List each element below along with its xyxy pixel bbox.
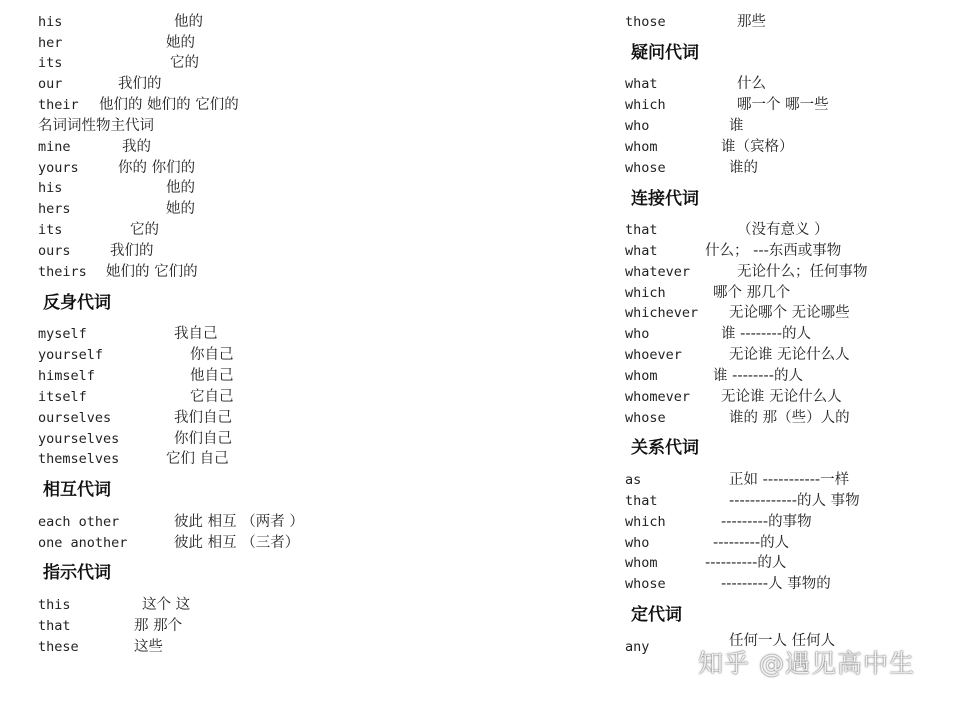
chinese-meaning: 我的 — [122, 139, 151, 155]
chinese-meaning: 谁的 — [729, 160, 758, 176]
chinese-meaning: 无论什么；任何事物 — [737, 264, 868, 280]
chinese-meaning: 无论哪个 无论哪些 — [729, 305, 850, 321]
english-word: whose — [625, 410, 666, 426]
chinese-meaning: 她的 — [166, 35, 195, 51]
chinese-meaning: 那 那个 — [134, 618, 183, 634]
english-word: any — [625, 639, 650, 655]
chinese-meaning: 任何一人 任何人 — [729, 633, 836, 649]
chinese-meaning: 它自己 — [190, 389, 234, 405]
section-heading-relative: 关系代词 — [631, 438, 699, 458]
english-word: yours — [38, 160, 79, 176]
section-heading-indefinite: 定代词 — [631, 605, 682, 625]
chinese-meaning: ---------人 事物的 — [721, 576, 831, 592]
chinese-meaning: ---------的事物 — [721, 514, 812, 530]
chinese-meaning: 它们 自己 — [166, 451, 229, 467]
english-word: that — [38, 618, 71, 634]
chinese-meaning: 彼此 相互 （三者） — [174, 535, 300, 551]
english-word: his — [38, 14, 63, 30]
chinese-meaning: 我们的 — [118, 76, 162, 92]
chinese-meaning: 这些 — [134, 639, 163, 655]
chinese-meaning: 谁的 那（些）人的 — [729, 410, 850, 426]
english-word: their — [38, 97, 79, 113]
english-word: themselves — [38, 451, 120, 467]
english-word: that — [625, 222, 658, 238]
english-word: who — [625, 118, 650, 134]
english-word: yourselves — [38, 431, 120, 447]
chinese-meaning: 你们自己 — [174, 431, 232, 447]
chinese-meaning: -------------的人 事物 — [729, 493, 860, 509]
chinese-meaning: 我自己 — [174, 326, 218, 342]
english-word: this — [38, 597, 71, 613]
chinese-meaning: 这个 这 — [142, 597, 191, 613]
section-heading-demonstrative: 指示代词 — [43, 563, 111, 583]
english-word: what — [625, 76, 658, 92]
english-word: whichever — [625, 305, 699, 321]
chinese-meaning: 谁 — [729, 118, 744, 134]
english-word: whom — [625, 555, 658, 571]
chinese-meaning: 彼此 相互 （两者 ） — [174, 514, 304, 530]
english-word: which — [625, 285, 666, 301]
chinese-meaning: 他自己 — [190, 368, 234, 384]
chinese-meaning: 我们自己 — [174, 410, 232, 426]
english-word: those — [625, 14, 666, 30]
english-word: whatever — [625, 264, 691, 280]
chinese-meaning: 什么； ---东西或事物 — [705, 243, 842, 259]
section-heading-reciprocal: 相互代词 — [43, 480, 111, 500]
english-word: who — [625, 535, 650, 551]
chinese-meaning: 它的 — [130, 222, 159, 238]
english-word: whose — [625, 576, 666, 592]
chinese-meaning: 哪个 那几个 — [713, 285, 791, 301]
chinese-meaning: 那些 — [737, 14, 766, 30]
chinese-meaning: 她的 — [166, 201, 195, 217]
english-word: which — [625, 97, 666, 113]
english-word: one another — [38, 535, 128, 551]
chinese-meaning: 他的 — [174, 14, 203, 30]
chinese-meaning: 他的 — [166, 180, 195, 196]
english-word: each other — [38, 514, 120, 530]
english-word: itself — [38, 389, 87, 405]
english-word: theirs — [38, 264, 87, 280]
chinese-meaning: 无论谁 无论什么人 — [721, 389, 842, 405]
english-word: which — [625, 514, 666, 530]
zhihu-watermark: 知乎 @遇见高中生 — [698, 649, 915, 678]
english-word: its — [38, 222, 63, 238]
chinese-meaning: 它的 — [170, 55, 199, 71]
chinese-meaning: 正如 -----------一样 — [729, 472, 850, 488]
chinese-meaning: 你的 你们的 — [118, 160, 196, 176]
chinese-meaning: 谁（宾格） — [721, 139, 794, 155]
english-word: what — [625, 243, 658, 259]
chinese-meaning: ----------的人 — [705, 555, 787, 571]
english-word: himself — [38, 368, 95, 384]
chinese-meaning: 谁 --------的人 — [721, 326, 811, 342]
chinese-meaning: 你自己 — [190, 347, 234, 363]
english-word: hers — [38, 201, 71, 217]
chinese-meaning: （没有意义 ） — [737, 222, 829, 238]
english-word: that — [625, 493, 658, 509]
english-word: whose — [625, 160, 666, 176]
english-word: ours — [38, 243, 71, 259]
english-word: whomever — [625, 389, 691, 405]
english-word: whoever — [625, 347, 682, 363]
english-word: whom — [625, 139, 658, 155]
english-word: these — [38, 639, 79, 655]
chinese-meaning: 谁 --------的人 — [713, 368, 803, 384]
chinese-meaning: ---------的人 — [713, 535, 790, 551]
chinese-meaning: 什么 — [737, 76, 766, 92]
possessive-noun-title: 名词词性物主代词 — [38, 118, 154, 134]
english-word: his — [38, 180, 63, 196]
english-word: her — [38, 35, 63, 51]
english-word: its — [38, 55, 63, 71]
section-heading-reflexive: 反身代词 — [43, 293, 111, 313]
english-word: myself — [38, 326, 87, 342]
chinese-meaning: 我们的 — [110, 243, 154, 259]
english-word: who — [625, 326, 650, 342]
section-heading-interrogative: 疑问代词 — [631, 43, 699, 63]
english-word: mine — [38, 139, 71, 155]
english-word: our — [38, 76, 63, 92]
chinese-meaning: 她们的 它们的 — [106, 264, 198, 280]
english-word: yourself — [38, 347, 104, 363]
english-word: as — [625, 472, 642, 488]
english-word: whom — [625, 368, 658, 384]
chinese-meaning: 他们的 她们的 它们的 — [99, 97, 239, 113]
english-word: ourselves — [38, 410, 112, 426]
section-heading-conjunctive: 连接代词 — [631, 189, 699, 209]
chinese-meaning: 哪一个 哪一些 — [737, 97, 829, 113]
chinese-meaning: 无论谁 无论什么人 — [729, 347, 850, 363]
